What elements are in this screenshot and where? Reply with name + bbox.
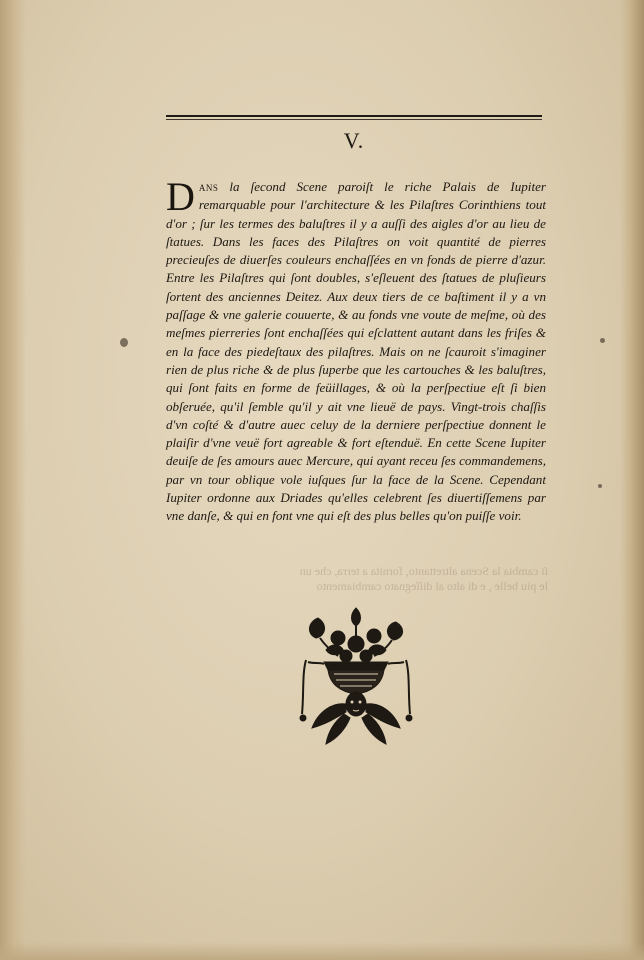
page-edge <box>620 0 644 960</box>
ink-spot <box>598 484 602 488</box>
body-paragraph <box>166 174 546 526</box>
drop-cap: D <box>166 174 195 219</box>
ink-spot <box>120 338 128 347</box>
chapter-heading: V. <box>343 128 365 153</box>
header-rule-thin <box>166 119 542 120</box>
paragraph-text: la ſecond Scene paroiſt le riche Palais de Iupiter remarquable pour l'architecture & les Pilaſtres Corinthiens tout d'or ; ſur les termes des baluſtres il y a auſſi des aigles d'or au lieu de ſtatues. Dans les faces des Pilaſtres on voit quantité de pierres precieuſes de diuerſes couleurs enchaſſées en vn fonds de pierre d'azur. Entre les Pilaſtres qui ſont doubles, s'eſleuent des ſtatues de pluſieurs ſortent des anciennes Deitez. Aux deux tiers de ce baſtiment il y a vn paſſage & vne galerie couuerte, & au fonds vne voute de meſme, où des meſmes pierreries ſont enchaſſées qui eſclattent autant dans les friſes & en la face des piedeſtaux des pilaſtres. Mais on ne ſcauroit s'imaginer rien de plus riche & de plus ſuperbe que les cartouches & les baluſtres, qui ſont faits en forme de feüillages, & où la perſpectiue eſt ſi bien obſeruée, qu'il ſemble qu'il y ait vne lieuë de pays. Vingt-trois chaſſis d'vn coſté & d'autre auec celuy de la derniere perſpectiue donnent le plaiſir d'vne veuë fort agreable & fort eſtenduë. En cette Scene Iupiter deuiſe de ſes amours auec Mercure, qui ayant receu ſes commandemens, par vn tour oblique vole iuſques ſur la face de la Scene. Cependant Iupiter ordonne aux Driades qu'elles celebrent ſes diuertiſſemens par vne danſe, & qui en font vne qui eſt des plus belles qu'on puiſſe voir. <box>166 179 546 524</box>
bottom-edge-shadow <box>0 942 644 960</box>
binding-shadow <box>0 0 26 960</box>
floral-basket-ornament-icon <box>296 604 416 750</box>
ink-spot <box>600 338 605 343</box>
header-rule <box>166 115 542 117</box>
lead-word: ans <box>198 179 219 194</box>
bleed-line: ſi cambia la Scena altrettanto, fornita a terra, che un <box>299 564 548 578</box>
bleed-line: le piu belle , e di alto al diſſegnato cambiamento <box>316 579 548 593</box>
bleed-through-text <box>168 564 548 594</box>
